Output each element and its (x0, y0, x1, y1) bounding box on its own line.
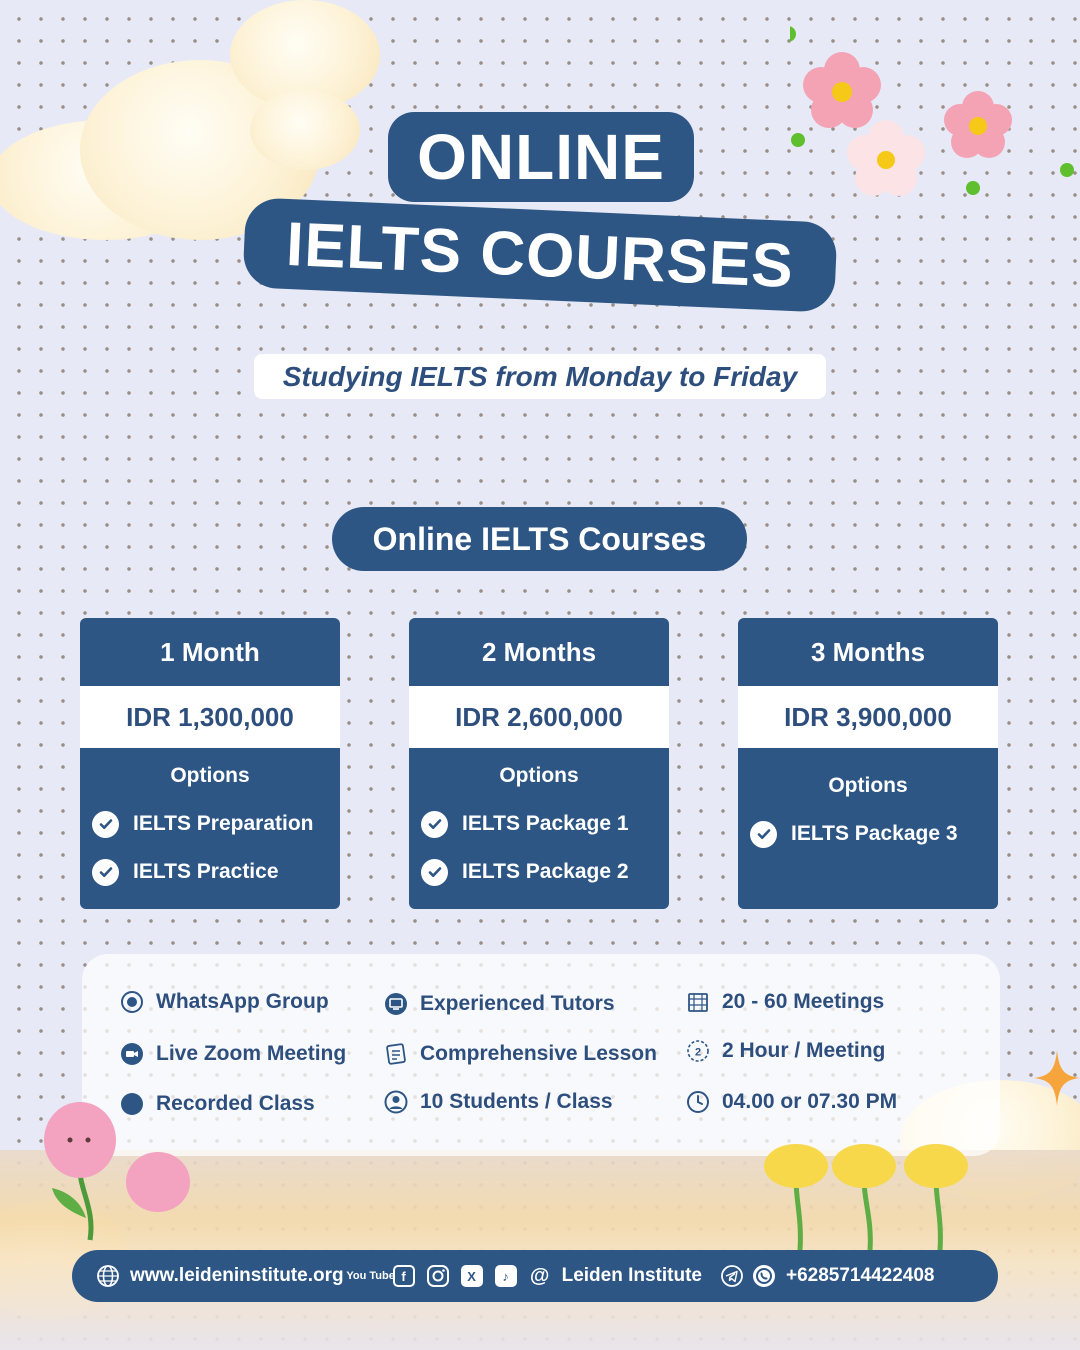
options-label: Options (499, 764, 579, 787)
feature-label: 2 Hour / Meeting (722, 1039, 886, 1062)
monitor-icon (384, 992, 408, 1016)
feature-label: Experienced Tutors (420, 992, 615, 1015)
plan-options (738, 748, 998, 909)
tiktok-glyph: ♪ (495, 1265, 517, 1287)
video-icon (120, 1042, 144, 1066)
timer-icon (686, 1039, 710, 1063)
flower-decoration (790, 20, 1080, 230)
plan-options (80, 748, 340, 909)
plan-card-3-months (738, 618, 998, 909)
feature-label: 04.00 or 07.30 PM (722, 1090, 898, 1113)
feature-class-time (686, 1090, 897, 1114)
globe-icon (96, 1264, 120, 1288)
options-label: Options (170, 764, 250, 787)
check-icon (92, 811, 119, 838)
option-item (80, 800, 340, 848)
plan-card-1-month (80, 618, 340, 909)
whatsapp-icon[interactable] (752, 1264, 776, 1288)
plan-options (409, 748, 669, 909)
option-label: IELTS Practice (133, 860, 279, 883)
feature-live-zoom-meeting (120, 1042, 346, 1066)
section-title: Online IELTS Courses (332, 507, 747, 571)
plan-card-2-months (409, 618, 669, 909)
facebook-glyph: f (393, 1265, 415, 1287)
book-icon (384, 1042, 408, 1066)
svg-text:2: 2 (694, 1046, 702, 1059)
option-label: IELTS Preparation (133, 812, 314, 835)
check-icon (92, 859, 119, 886)
calendar-icon (686, 990, 710, 1014)
sparkle-icon (1034, 1050, 1080, 1106)
plan-price: IDR 1,300,000 (80, 686, 340, 748)
feature-hours-per-meeting (686, 1039, 885, 1063)
feature-comprehensive-lesson (384, 1042, 657, 1066)
subtitle: Studying IELTS from Monday to Friday (254, 354, 826, 399)
features-panel (82, 954, 1000, 1156)
telegram-icon[interactable] (720, 1264, 744, 1288)
option-item (409, 848, 669, 896)
plan-duration: 3 Months (738, 618, 998, 686)
user-icon (384, 1090, 408, 1114)
feature-whatsapp-group (120, 990, 329, 1014)
clock-icon (686, 1090, 710, 1114)
tiktok-icon[interactable] (494, 1264, 518, 1288)
option-item (409, 800, 669, 848)
feature-label: 10 Students / Class (420, 1090, 613, 1113)
feature-meetings-count (686, 990, 884, 1014)
pink-flower-decoration (20, 1100, 200, 1250)
x-glyph: X (461, 1265, 483, 1287)
plan-duration: 2 Months (409, 618, 669, 686)
options-label: Options (828, 774, 908, 797)
threads-icon[interactable]: @ (529, 1264, 550, 1287)
check-icon (421, 811, 448, 838)
feature-students-per-class (384, 1090, 613, 1114)
plan-price: IDR 2,600,000 (409, 686, 669, 748)
website-link[interactable]: www.leideninstitute.org (130, 1265, 344, 1286)
title-line-1: ONLINE (388, 112, 694, 202)
option-label: IELTS Package 2 (462, 860, 629, 883)
yellow-flower-decoration (760, 1140, 1000, 1250)
feature-label: Comprehensive Lesson (420, 1042, 657, 1065)
plan-price: IDR 3,900,000 (738, 686, 998, 748)
brand-name: Leiden Institute (561, 1265, 702, 1286)
check-icon (421, 859, 448, 886)
title-line-2: IELTS COURSES (242, 197, 837, 313)
option-label: IELTS Package 1 (462, 812, 629, 835)
feature-label: Recorded Class (156, 1092, 315, 1115)
feature-label: Live Zoom Meeting (156, 1042, 347, 1065)
option-label: IELTS Package 3 (791, 822, 958, 845)
check-icon (750, 821, 777, 848)
feature-label: WhatsApp Group (156, 990, 329, 1013)
option-item (738, 810, 998, 858)
youtube-icon[interactable]: You Tube (346, 1269, 395, 1282)
phone-number[interactable]: +6285714422408 (786, 1265, 935, 1286)
plan-duration: 1 Month (80, 618, 340, 686)
whatsapp-icon (120, 990, 144, 1014)
instagram-icon[interactable] (426, 1264, 450, 1288)
x-twitter-icon[interactable] (460, 1264, 484, 1288)
option-item (80, 848, 340, 896)
feature-label: 20 - 60 Meetings (722, 990, 885, 1013)
facebook-icon[interactable] (392, 1264, 416, 1288)
cloud-decoration (250, 90, 360, 170)
footer-bar (72, 1250, 998, 1302)
feature-experienced-tutors (384, 992, 615, 1016)
